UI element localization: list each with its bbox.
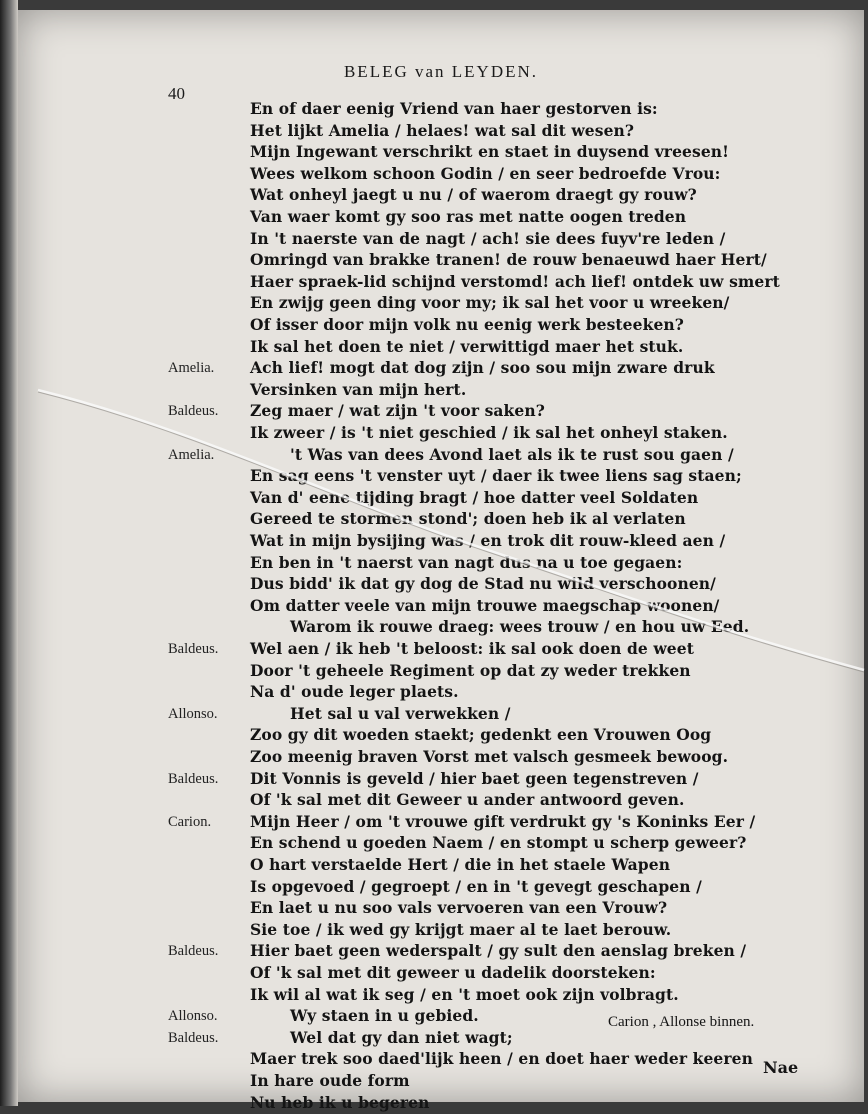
speaker-label: Amelia. (168, 360, 215, 377)
verse-line: En laet u nu soo vals vervoeren van een Vrouw? (250, 898, 668, 918)
verse-line: Versinken van mijn hert. (250, 379, 467, 399)
verse-line: O hart verstaelde Hert / die in het staele Wapen (250, 855, 671, 874)
verse-line: Van d' eene tijding bragt / hoe datter veel Soldaten (250, 487, 699, 507)
verse-line: Of 'k sal met dit geweer u dadelik doorsteken: (250, 963, 656, 982)
verse-line: En sag eens 't venster uyt / daer ik twee liens sag staen; (250, 466, 742, 486)
verse-line: Sie toe / ik wed gy krijgt maer al te laet berouw. (250, 919, 672, 939)
verse-line: Nu heb ik u begeren (250, 1092, 430, 1112)
speaker-label: Allonso. (168, 1008, 218, 1025)
verse-line: Gereed te stormen stond'; doen heb ik al verlaten (250, 509, 686, 529)
verse-line: Dit Vonnis is geveld / hier baet geen tegenstreven / (250, 768, 699, 788)
catchword: Nae (763, 1058, 799, 1077)
verse-line: Het lijkt Amelia / helaes! wat sal dit wesen? (250, 120, 635, 140)
speaker-label: Baldeus. (168, 641, 219, 657)
verse-line: Ach lief! mogt dat dog zijn / soo sou mijn zware druk (250, 358, 715, 378)
speaker-label: Baldeus. (168, 943, 219, 960)
verse-line: Is opgevoed / gegroept / en in 't gevegt geschapen / (250, 876, 702, 896)
verse-line: Omringd van brakke tranen! de rouw benaeuwd haer Hert/ (250, 250, 767, 270)
verse-line: Mijn Ingewant verschrikt en staet in duysend vreesen! (250, 142, 730, 162)
verse-line: Maer trek soo daed'lijk heen / en doet haer weder keeren (250, 1049, 753, 1069)
speaker-label: Allonso. (168, 705, 218, 722)
verse-line: En zwijg geen ding voor my; ik sal het voor u wreeken/ (250, 293, 730, 313)
verse-line: En of daer eenig Vriend van haer gestorven is: (250, 99, 658, 118)
running-title: BELEG van LEYDEN. (343, 62, 539, 81)
verse-line: Wat in mijn bysijing was / en trok dit rouw-kleed aen / (250, 531, 726, 550)
verse-line: Wat onheyl jaegt u nu / of waerom draegt gy rouw? (250, 185, 697, 205)
speaker-label: Baldeus. (168, 403, 219, 420)
verse-line: In 't naerste van de nagt / ach! sie dees fuyv're leden / (250, 228, 726, 248)
verse-line: Zeg maer / wat zijn 't voor saken? (250, 401, 545, 421)
speaker-label: Amelia. (168, 446, 215, 463)
verse-line: Mijn Heer / om 't vrouwe gift verdrukt gy 's Koninks Eer / (250, 811, 756, 831)
verse-line: Om datter veele van mijn trouwe maegschap woonen/ (250, 595, 720, 615)
stage-direction: Carion , Allonse binnen. (608, 1014, 755, 1030)
verse-line: Na d' oude leger plaets. (250, 682, 459, 702)
verse-line: Door 't geheele Regiment op dat zy weder trekken (250, 660, 691, 680)
verse-line: En schend u goeden Naem / en stompt u scherp geweer? (250, 833, 747, 853)
verse-line: Van waer komt gy soo ras met natte oogen treden (250, 207, 687, 226)
verse-line: 't Was van dees Avond laet als ik te rust sou gaen / (290, 444, 734, 464)
verse-line: In hare oude form (250, 1071, 410, 1090)
verse-line: Hier baet geen wederspalt / gy sult den aenslag breken / (250, 941, 747, 961)
book-page (18, 10, 864, 1112)
verse-line: Warom ik rouwe draeg: wees trouw / en hou uw Eed. (290, 617, 750, 637)
verse-line: Of 'k sal met dit Geweer u ander antwoord geven. (250, 790, 685, 810)
speaker-label: Carion. (168, 813, 212, 830)
verse-line: Ik wil al wat ik seg / en 't moet ook zijn volbragt. (250, 984, 679, 1004)
verse-line: Wel dat gy dan niet wagt; (290, 1027, 513, 1047)
speaker-label: Baldeus. (168, 1029, 219, 1046)
verse-line: Haer spraek-lid schijnd verstomd! ach lief! ontdek uw smert (250, 271, 780, 291)
verse-line: Wel aen / ik heb 't beloost: ik sal ook doen de weet (250, 639, 694, 658)
verse-line: Ik zweer / is 't niet geschied / ik sal het onheyl staken. (250, 423, 728, 442)
verse-line: Wees welkom schoon Godin / en seer bedroefde Vrou: (250, 163, 721, 183)
verse-line: Het sal u val verwekken / (290, 703, 511, 723)
page-number: 40 (168, 84, 185, 103)
book-spine-shadow (0, 0, 18, 1106)
verse-line: Zoo gy dit woeden staekt; gedenkt een Vrouwen Oog (250, 725, 712, 745)
speaker-label: Baldeus. (168, 770, 219, 787)
verse-line: Of isser door mijn volk nu eenig werk besteeken? (250, 315, 684, 334)
verse-line: Ik sal het doen te niet / verwittigd maer het stuk. (250, 336, 684, 356)
verse-line: En ben in 't naerst van nagt dus na u toe gegaen: (250, 552, 683, 572)
verse-line: Wy staen in u gebied. (290, 1006, 479, 1026)
verse-line: Dus bidd' ik dat gy dog de Stad nu wild verschoonen/ (250, 574, 716, 594)
verse-line: Zoo meenig braven Vorst met valsch gesmeek bewoog. (250, 747, 729, 766)
